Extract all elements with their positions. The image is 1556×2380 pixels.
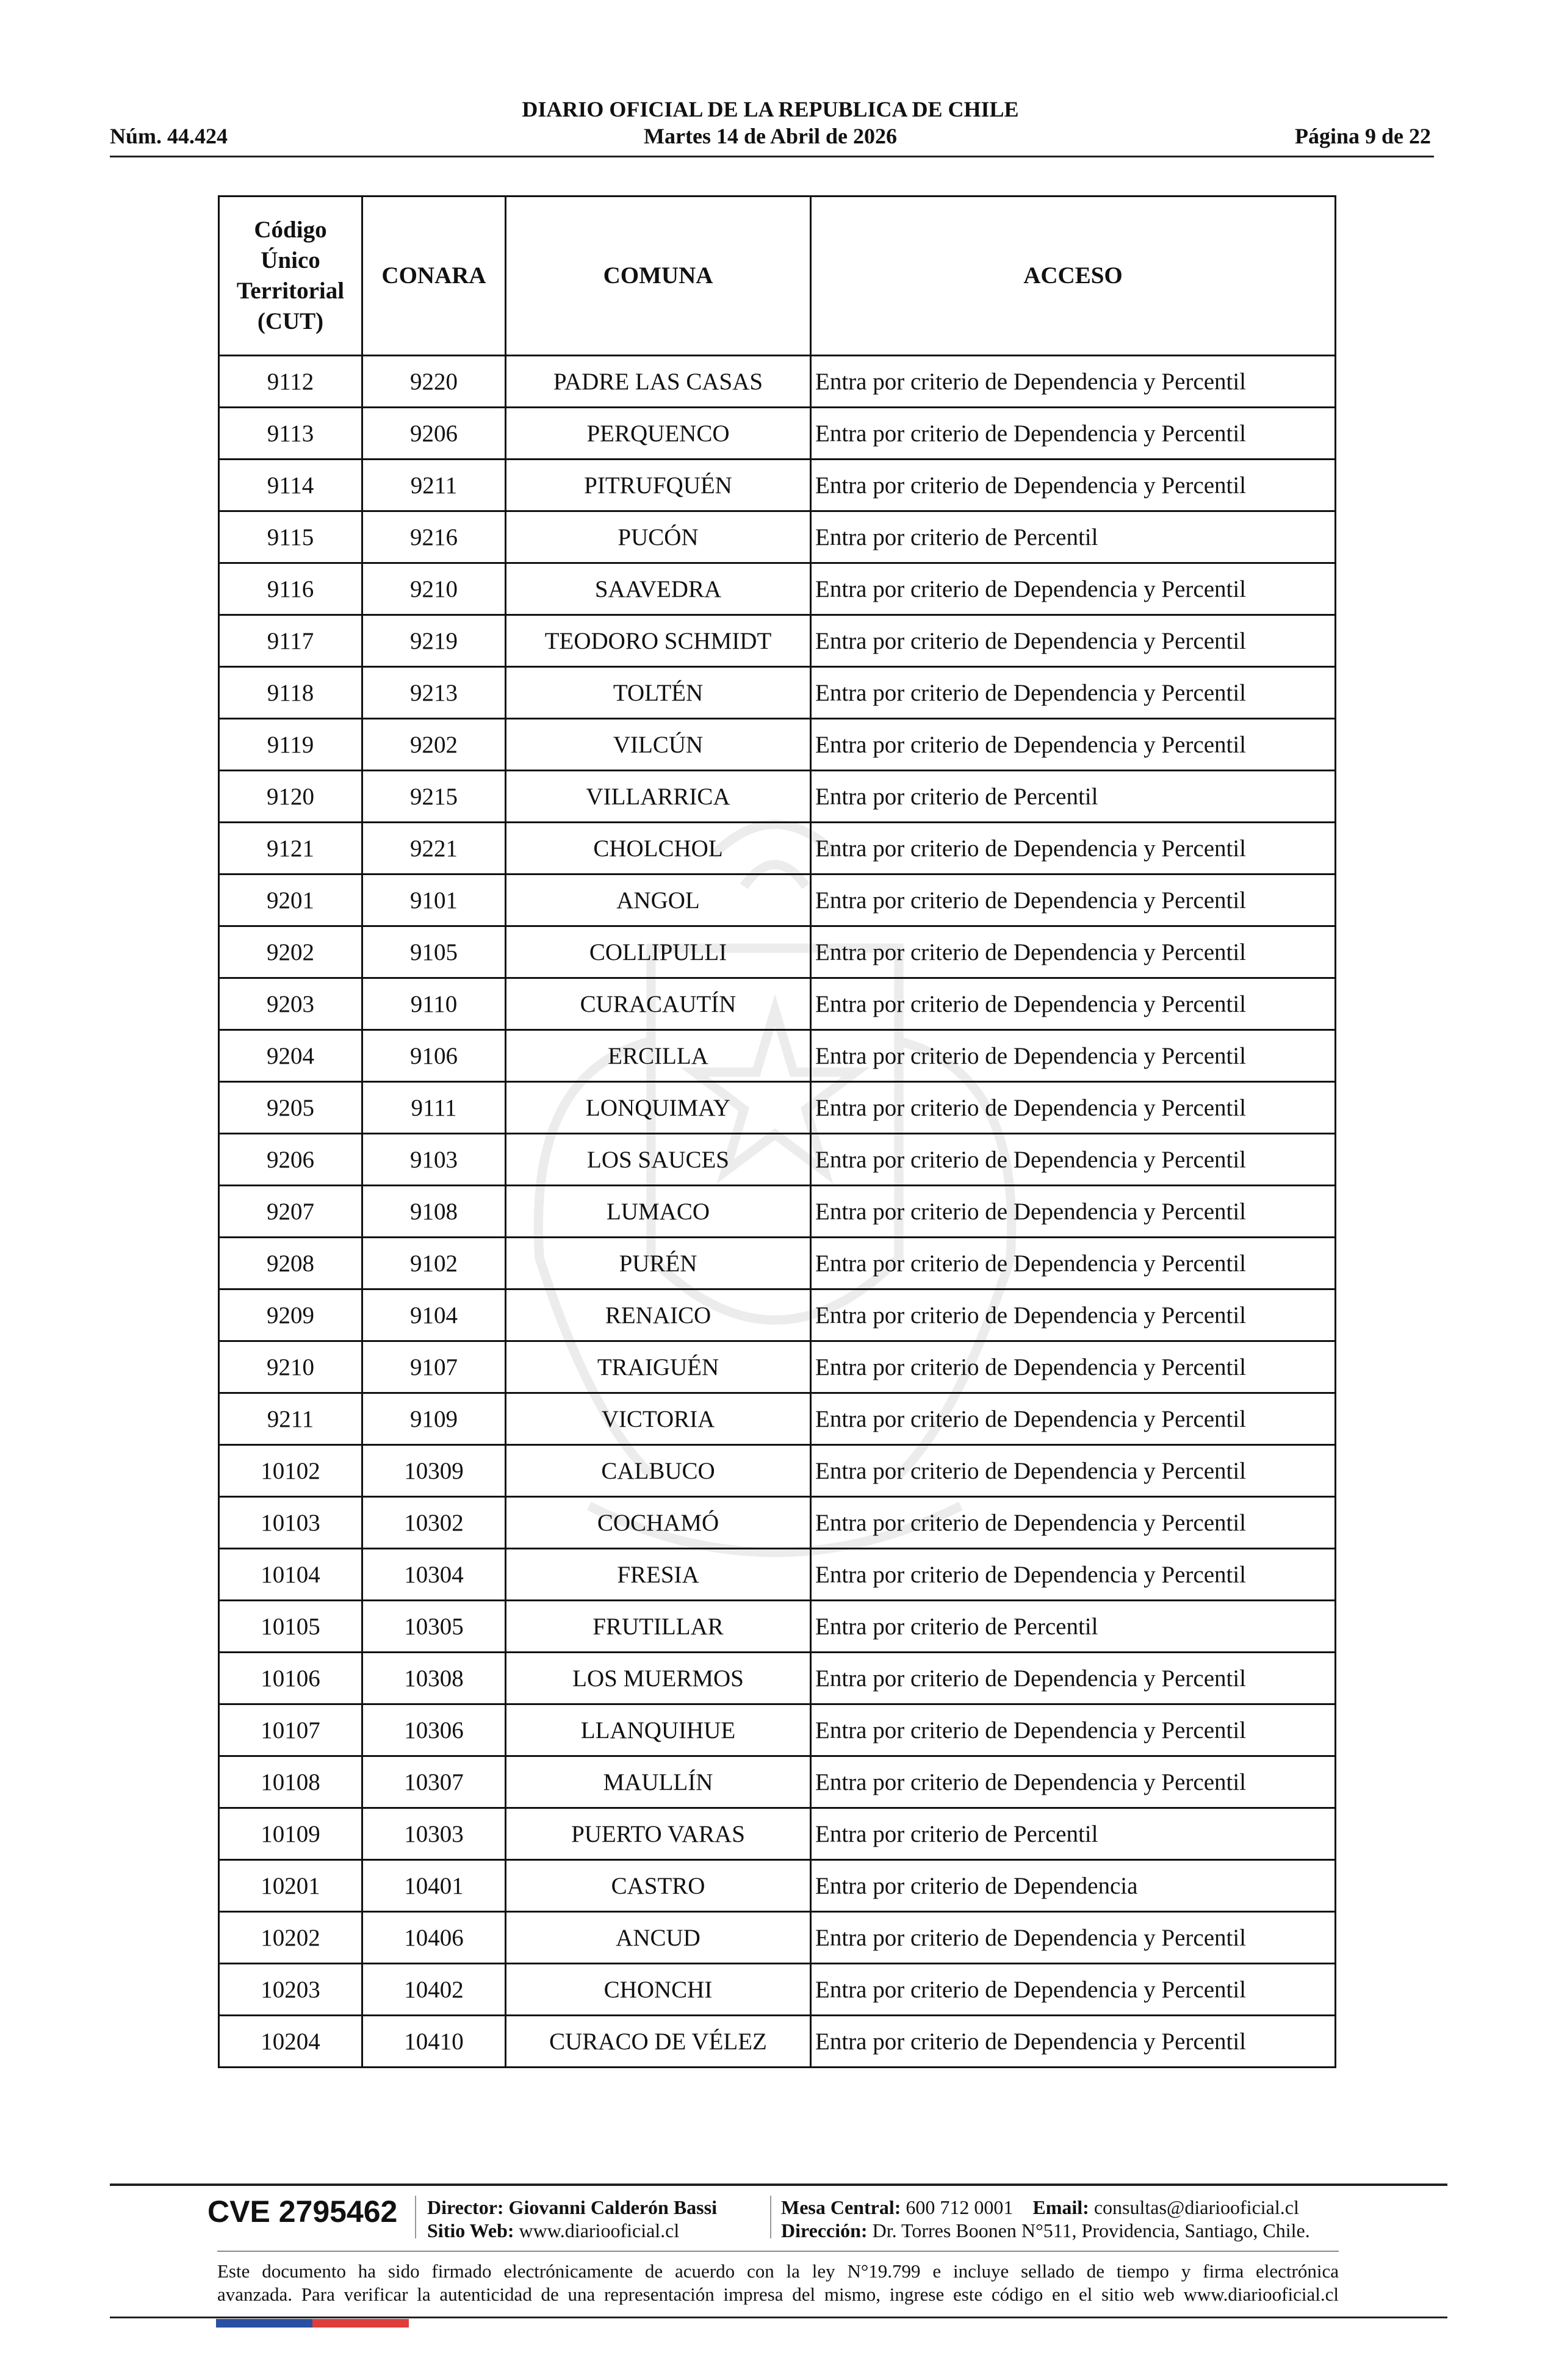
cell-cut: 9117: [219, 615, 362, 667]
table-body: [219, 356, 1336, 2068]
cell-comuna: PERQUENCO: [506, 408, 811, 460]
table-row: [219, 1445, 1336, 1497]
cve-code: CVE 2795462: [207, 2194, 398, 2229]
table-row: [219, 1601, 1336, 1653]
cell-conara: 9103: [362, 1134, 506, 1186]
cell-comuna: LOS SAUCES: [506, 1134, 811, 1186]
cell-acceso: Entra por criterio de Dependencia y Percentil: [811, 1030, 1336, 1082]
cell-conara: 9108: [362, 1186, 506, 1238]
cell-cut: 9205: [219, 1082, 362, 1134]
cell-conara: 10410: [362, 2016, 506, 2068]
table-row: [219, 1964, 1336, 2016]
cell-conara: 9106: [362, 1030, 506, 1082]
footer-contact-block: [781, 2196, 1310, 2242]
cell-acceso: Entra por criterio de Dependencia y Percentil: [811, 874, 1336, 926]
cell-acceso: Entra por criterio de Dependencia y Percentil: [811, 1289, 1336, 1341]
cell-conara: 9221: [362, 823, 506, 874]
cell-conara: 9215: [362, 771, 506, 823]
cell-comuna: PUERTO VARAS: [506, 1808, 811, 1860]
cell-comuna: VILCÚN: [506, 719, 811, 771]
director-label: Director:: [427, 2196, 504, 2218]
cell-acceso: Entra por criterio de Percentil: [811, 771, 1336, 823]
cell-acceso: Entra por criterio de Dependencia y Percentil: [811, 1393, 1336, 1445]
cell-cut: 9119: [219, 719, 362, 771]
footer-rule-bottom: [110, 2317, 1447, 2318]
table-row: [219, 356, 1336, 408]
cell-comuna: ANCUD: [506, 1912, 811, 1964]
cell-comuna: TRAIGUÉN: [506, 1341, 811, 1393]
table-row: [219, 563, 1336, 615]
cell-acceso: Entra por criterio de Dependencia y Percentil: [811, 1341, 1336, 1393]
cell-conara: 10309: [362, 1445, 506, 1497]
cell-cut: 10103: [219, 1497, 362, 1549]
cell-acceso: Entra por criterio de Percentil: [811, 511, 1336, 563]
cell-acceso: Entra por criterio de Dependencia y Percentil: [811, 1497, 1336, 1549]
cell-comuna: CASTRO: [506, 1860, 811, 1912]
cell-comuna: FRESIA: [506, 1549, 811, 1601]
cell-conara: 10406: [362, 1912, 506, 1964]
table-row: [219, 1134, 1336, 1186]
footer-rule-top: [110, 2183, 1447, 2186]
cell-cut: 9120: [219, 771, 362, 823]
cell-cut: 9204: [219, 1030, 362, 1082]
table-row: [219, 2016, 1336, 2068]
cell-cut: 9118: [219, 667, 362, 719]
header-rule: [110, 156, 1434, 157]
cell-cut: 9211: [219, 1393, 362, 1445]
cell-comuna: PUCÓN: [506, 511, 811, 563]
comunas-table: [218, 195, 1336, 2068]
cell-comuna: TOLTÉN: [506, 667, 811, 719]
legal-line-1: Este documento ha sido firmado electrónicamente de acuerdo con la ley N°19.799 e incluye sellado de tiempo y firma electrónica: [217, 2260, 1339, 2282]
cell-comuna: COLLIPULLI: [506, 926, 811, 978]
cell-acceso: Entra por criterio de Dependencia y Percentil: [811, 356, 1336, 408]
cell-conara: 10302: [362, 1497, 506, 1549]
table-row: [219, 1912, 1336, 1964]
cell-comuna: CURACAUTÍN: [506, 978, 811, 1030]
cell-cut: 9115: [219, 511, 362, 563]
cell-acceso: Entra por criterio de Dependencia y Percentil: [811, 1964, 1336, 2016]
email-link[interactable]: consultas@diariooficial.cl: [1093, 2196, 1299, 2218]
cell-conara: 9219: [362, 615, 506, 667]
table-row: [219, 1808, 1336, 1860]
cell-comuna: RENAICO: [506, 1289, 811, 1341]
cell-conara: 9111: [362, 1082, 506, 1134]
table-row: [219, 615, 1336, 667]
cell-cut: 10108: [219, 1756, 362, 1808]
cell-acceso: Entra por criterio de Percentil: [811, 1601, 1336, 1653]
cell-acceso: Entra por criterio de Dependencia y Percentil: [811, 408, 1336, 460]
cell-acceso: Entra por criterio de Dependencia y Percentil: [811, 823, 1336, 874]
cell-cut: 9112: [219, 356, 362, 408]
flag-stripe: [216, 2319, 409, 2328]
cell-conara: 9216: [362, 511, 506, 563]
cell-comuna: CALBUCO: [506, 1445, 811, 1497]
footer-separator: [770, 2196, 771, 2238]
cell-comuna: ANGOL: [506, 874, 811, 926]
cell-acceso: Entra por criterio de Dependencia y Percentil: [811, 1549, 1336, 1601]
cell-cut: 9121: [219, 823, 362, 874]
cell-cut: 9207: [219, 1186, 362, 1238]
cell-cut: 9201: [219, 874, 362, 926]
cell-acceso: Entra por criterio de Dependencia y Percentil: [811, 1704, 1336, 1756]
cell-conara: 9107: [362, 1341, 506, 1393]
table-row: [219, 1186, 1336, 1238]
cell-conara: 9110: [362, 978, 506, 1030]
cell-acceso: Entra por criterio de Dependencia y Percentil: [811, 1238, 1336, 1289]
cell-comuna: CHOLCHOL: [506, 823, 811, 874]
table-row: [219, 511, 1336, 563]
footer-rule-mid: [217, 2251, 1339, 2252]
cell-conara: 10306: [362, 1704, 506, 1756]
cell-cut: 9210: [219, 1341, 362, 1393]
cell-cut: 10201: [219, 1860, 362, 1912]
cell-acceso: Entra por criterio de Dependencia y Percentil: [811, 926, 1336, 978]
cell-conara: 10303: [362, 1808, 506, 1860]
cell-comuna: TEODORO SCHMIDT: [506, 615, 811, 667]
table-row: [219, 1653, 1336, 1704]
cell-comuna: PITRUFQUÉN: [506, 460, 811, 511]
legal-notice: [217, 2260, 1339, 2306]
cell-acceso: Entra por criterio de Dependencia: [811, 1860, 1336, 1912]
cell-comuna: COCHAMÓ: [506, 1497, 811, 1549]
cell-acceso: Entra por criterio de Dependencia y Percentil: [811, 978, 1336, 1030]
issue-date: Martes 14 de Abril de 2026: [644, 124, 897, 148]
cell-conara: 10308: [362, 1653, 506, 1704]
issue-number: Núm. 44.424: [110, 124, 228, 148]
cell-cut: 9116: [219, 563, 362, 615]
cell-acceso: Entra por criterio de Dependencia y Percentil: [811, 460, 1336, 511]
header-acceso: ACCESO: [811, 197, 1336, 356]
table-row: [219, 1238, 1336, 1289]
cell-comuna: MAULLÍN: [506, 1756, 811, 1808]
cell-acceso: Entra por criterio de Dependencia y Percentil: [811, 563, 1336, 615]
table-row: [219, 926, 1336, 978]
cell-conara: 9210: [362, 563, 506, 615]
cell-conara: 10402: [362, 1964, 506, 2016]
cell-cut: 10203: [219, 1964, 362, 2016]
table-row: [219, 1393, 1336, 1445]
table-row: [219, 1704, 1336, 1756]
cell-acceso: Entra por criterio de Dependencia y Percentil: [811, 1653, 1336, 1704]
cell-acceso: Entra por criterio de Dependencia y Percentil: [811, 1134, 1336, 1186]
cell-comuna: PURÉN: [506, 1238, 811, 1289]
cell-conara: 9109: [362, 1393, 506, 1445]
cell-conara: 9101: [362, 874, 506, 926]
table-row: [219, 823, 1336, 874]
cell-comuna: LLANQUIHUE: [506, 1704, 811, 1756]
cell-cut: 10107: [219, 1704, 362, 1756]
table-row: [219, 1082, 1336, 1134]
cell-comuna: CHONCHI: [506, 1964, 811, 2016]
address-text: Dr. Torres Boonen N°511, Providencia, Santiago, Chile.: [872, 2220, 1310, 2241]
table-row: [219, 1756, 1336, 1808]
cell-conara: 9220: [362, 356, 506, 408]
cell-cut: 9206: [219, 1134, 362, 1186]
footer-director-block: [427, 2196, 717, 2242]
cell-comuna: ERCILLA: [506, 1030, 811, 1082]
cell-cut: 9203: [219, 978, 362, 1030]
table-row: [219, 1549, 1336, 1601]
cell-conara: 9211: [362, 460, 506, 511]
cell-acceso: Entra por criterio de Dependencia y Percentil: [811, 719, 1336, 771]
cell-comuna: LOS MUERMOS: [506, 1653, 811, 1704]
cell-comuna: VILLARRICA: [506, 771, 811, 823]
cell-comuna: CURACO DE VÉLEZ: [506, 2016, 811, 2068]
cell-conara: 10304: [362, 1549, 506, 1601]
table-row: [219, 1341, 1336, 1393]
cell-conara: 10305: [362, 1601, 506, 1653]
cell-cut: 9208: [219, 1238, 362, 1289]
cell-acceso: Entra por criterio de Dependencia y Percentil: [811, 1912, 1336, 1964]
newspaper-title: DIARIO OFICIAL DE LA REPUBLICA DE CHILE: [522, 97, 1019, 121]
cell-comuna: LUMACO: [506, 1186, 811, 1238]
cell-cut: 10102: [219, 1445, 362, 1497]
cell-comuna: PADRE LAS CASAS: [506, 356, 811, 408]
cell-comuna: SAAVEDRA: [506, 563, 811, 615]
address-label: Dirección:: [781, 2220, 868, 2241]
mesa-phone: 600 712 0001: [906, 2196, 1014, 2218]
cell-cut: 10204: [219, 2016, 362, 2068]
flag-blue-bar: [216, 2319, 312, 2328]
cell-conara: 10401: [362, 1860, 506, 1912]
flag-red-bar: [312, 2319, 409, 2328]
header-conara: CONARA: [362, 197, 506, 356]
header-cut-text: Código Único Territorial (CUT): [236, 217, 345, 334]
web-label: Sitio Web:: [427, 2220, 514, 2241]
cell-conara: 10307: [362, 1756, 506, 1808]
table-row: [219, 1289, 1336, 1341]
cell-acceso: Entra por criterio de Dependencia y Percentil: [811, 1186, 1336, 1238]
header-comuna: COMUNA: [506, 197, 811, 356]
cell-comuna: LONQUIMAY: [506, 1082, 811, 1134]
cell-comuna: VICTORIA: [506, 1393, 811, 1445]
cell-acceso: Entra por criterio de Dependencia y Percentil: [811, 1445, 1336, 1497]
cell-acceso: Entra por criterio de Dependencia y Percentil: [811, 2016, 1336, 2068]
cell-conara: 9102: [362, 1238, 506, 1289]
table-row: [219, 667, 1336, 719]
table-row: [219, 978, 1336, 1030]
page-indicator: Página 9 de 22: [1294, 124, 1431, 148]
cell-conara: 9104: [362, 1289, 506, 1341]
cell-acceso: Entra por criterio de Dependencia y Percentil: [811, 615, 1336, 667]
cell-cut: 9113: [219, 408, 362, 460]
cell-cut: 10109: [219, 1808, 362, 1860]
table-row: [219, 460, 1336, 511]
web-link[interactable]: www.diariooficial.cl: [519, 2220, 680, 2241]
footer-separator: [415, 2196, 416, 2238]
table-row: [219, 771, 1336, 823]
mesa-label: Mesa Central:: [781, 2196, 901, 2218]
cell-conara: 9213: [362, 667, 506, 719]
cell-conara: 9105: [362, 926, 506, 978]
legal-line-2: avanzada. Para verificar la autenticidad de una representación impresa del mismo, ingrese este código en el sitio web www.diariooficial.cl: [217, 2284, 1339, 2305]
page-header: [110, 92, 1431, 159]
table-row: [219, 408, 1336, 460]
table-row: [219, 719, 1336, 771]
cell-conara: 9202: [362, 719, 506, 771]
cell-cut: 10106: [219, 1653, 362, 1704]
table-row: [219, 1497, 1336, 1549]
table-row: [219, 1030, 1336, 1082]
cell-cut: 9209: [219, 1289, 362, 1341]
cell-cut: 10105: [219, 1601, 362, 1653]
director-name: Giovanni Calderón Bassi: [508, 2196, 717, 2218]
cell-acceso: Entra por criterio de Dependencia y Percentil: [811, 667, 1336, 719]
cell-acceso: Entra por criterio de Dependencia y Percentil: [811, 1756, 1336, 1808]
table-header-row: [219, 197, 1336, 356]
cell-cut: 9114: [219, 460, 362, 511]
table-row: [219, 874, 1336, 926]
cell-cut: 10202: [219, 1912, 362, 1964]
email-label: Email:: [1032, 2196, 1089, 2218]
table-row: [219, 1860, 1336, 1912]
cell-acceso: Entra por criterio de Percentil: [811, 1808, 1336, 1860]
cell-comuna: FRUTILLAR: [506, 1601, 811, 1653]
header-cut: [219, 197, 362, 356]
cell-cut: 10104: [219, 1549, 362, 1601]
cell-acceso: Entra por criterio de Dependencia y Percentil: [811, 1082, 1336, 1134]
cell-conara: 9206: [362, 408, 506, 460]
cell-cut: 9202: [219, 926, 362, 978]
